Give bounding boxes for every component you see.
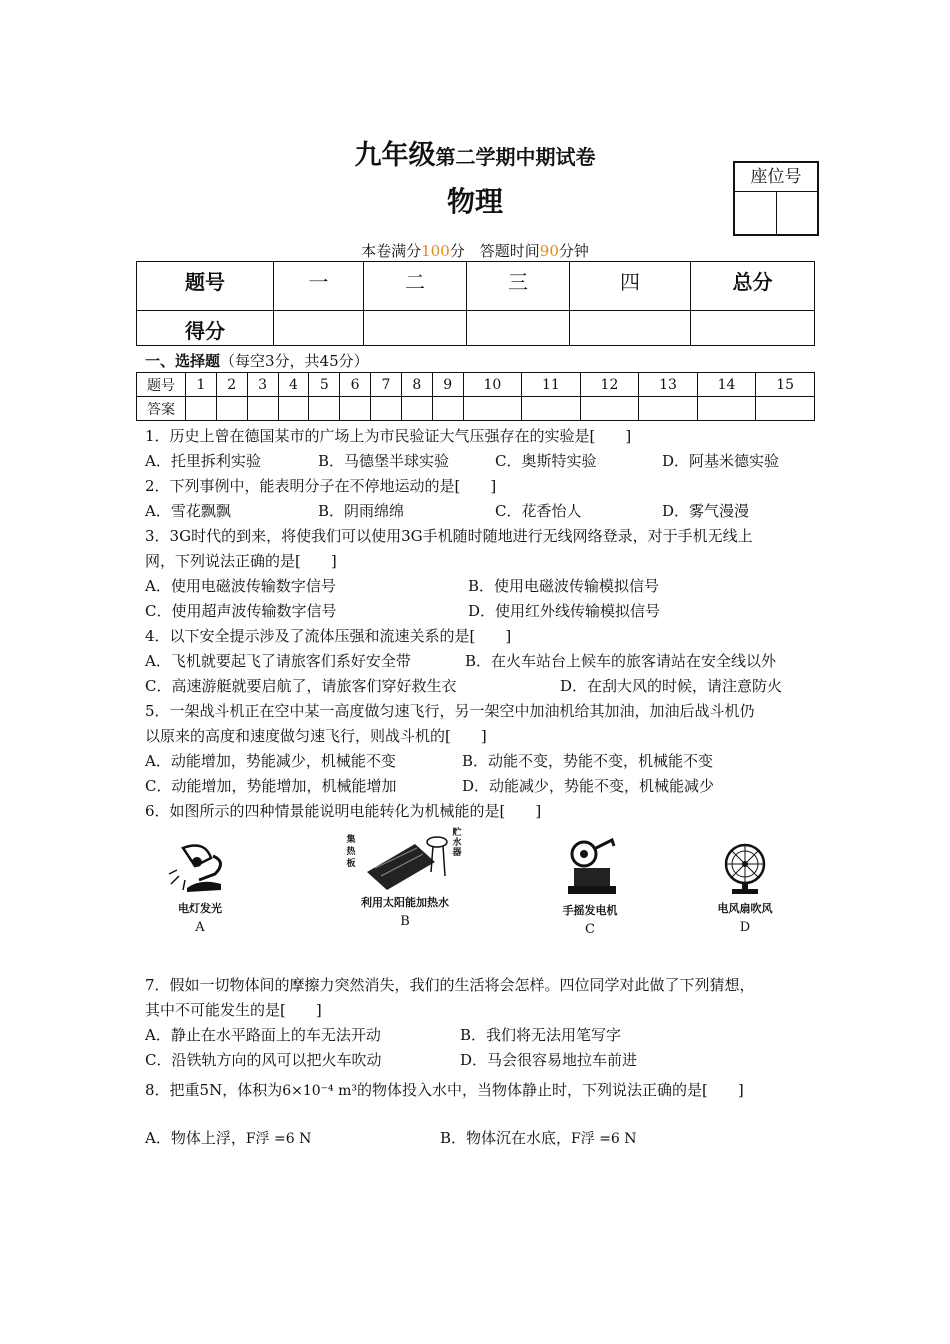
score-cell[interactable] bbox=[467, 311, 570, 346]
q5-option-d: D．动能减少，势能不变，机械能减少 bbox=[462, 777, 715, 795]
seat-cell-1[interactable] bbox=[735, 192, 777, 235]
title-rest: 第二学期中期试卷 bbox=[435, 145, 596, 169]
q7-option-c: C．沿铁轨方向的风可以把火车吹动 bbox=[145, 1051, 382, 1069]
answer-table: 题号 1 2 3 4 5 6 7 8 9 10 11 12 13 14 15 答案 bbox=[136, 372, 815, 421]
solar-water-heater-icon bbox=[355, 832, 455, 892]
question-6: 6．如图所示的四种情景能说明电能转化为机械能的是[ ] bbox=[145, 802, 542, 820]
figure-b-letter: B bbox=[400, 914, 410, 929]
lamp-icon bbox=[165, 840, 235, 896]
exam-info: 本卷满分100分 答题时间90分钟 bbox=[361, 242, 589, 260]
answer-cell[interactable] bbox=[522, 397, 581, 421]
q3-option-d: D．使用红外线传输模拟信号 bbox=[468, 602, 661, 620]
q7-option-d: D．马会很容易地拉车前进 bbox=[460, 1051, 638, 1069]
answer-cell[interactable] bbox=[340, 397, 371, 421]
answer-cell[interactable] bbox=[186, 397, 217, 421]
q4-option-b: B．在火车站台上候车的旅客请站在安全线以外 bbox=[465, 652, 777, 670]
question-3-line-1: 3．3G时代的到来，将使我们可以使用3G手机随时随地进行无线网络登录，对于手机无线上 bbox=[145, 527, 753, 545]
answer-cell[interactable] bbox=[697, 397, 756, 421]
answer-cell[interactable] bbox=[639, 397, 698, 421]
figure-d-letter: D bbox=[739, 920, 751, 935]
q3-option-b: B．使用电磁波传输模拟信号 bbox=[468, 577, 660, 595]
figure-a bbox=[160, 840, 240, 935]
answer-cell[interactable] bbox=[756, 397, 815, 421]
time-limit: 90 bbox=[539, 242, 559, 260]
q1-option-d: D．阿基米德实验 bbox=[662, 452, 780, 470]
title-grade: 九年级 bbox=[354, 140, 436, 171]
figure-c-caption: 手摇发电机 bbox=[562, 904, 618, 917]
figure-d bbox=[700, 842, 790, 935]
answer-cell[interactable] bbox=[216, 397, 247, 421]
answer-cell[interactable] bbox=[432, 397, 463, 421]
figure-b-label-2: 贮水器 bbox=[452, 828, 462, 858]
figure-b-caption: 利用太阳能加热水 bbox=[361, 896, 449, 909]
question-4: 4．以下安全提示涉及了流体压强和流速关系的是[ ] bbox=[145, 627, 512, 645]
q1-option-c: C．奥斯特实验 bbox=[495, 452, 597, 470]
answer-cell[interactable] bbox=[247, 397, 278, 421]
score-cell[interactable] bbox=[364, 311, 467, 346]
question-7-line-2: 其中不可能发生的是[ ] bbox=[145, 1001, 322, 1019]
electric-fan-icon bbox=[720, 842, 770, 896]
buoyancy-formula-b: F浮 =6 N bbox=[571, 1131, 637, 1147]
answer-cell[interactable] bbox=[278, 397, 309, 421]
q7-option-a: A．静止在水平路面上的车无法开动 bbox=[145, 1026, 381, 1044]
q2-option-b: B．阴雨绵绵 bbox=[318, 502, 405, 520]
seat-cell-2[interactable] bbox=[777, 192, 818, 235]
q5-option-a: A．动能增加，势能减少，机械能不变 bbox=[145, 752, 396, 770]
seat-number-box bbox=[733, 161, 819, 236]
q5-option-b: B．动能不变，势能不变，机械能不变 bbox=[462, 752, 714, 770]
question-8: 8．把重5N，体积为6×10⁻⁴ m³的物体投入水中，当物体静止时，下列说法正确的是[ ] bbox=[145, 1081, 744, 1099]
section-title: 一、选择题（每空3分，共45分） bbox=[145, 352, 369, 370]
answer-cell[interactable] bbox=[371, 397, 402, 421]
q4-option-d: D．在刮大风的时候，请注意防火 bbox=[560, 677, 783, 695]
q2-option-d: D．雾气漫漫 bbox=[662, 502, 750, 520]
figure-a-letter: A bbox=[195, 920, 205, 935]
figure-c-letter: C bbox=[585, 922, 595, 937]
question-3-line-2: 网，下列说法正确的是[ ] bbox=[145, 552, 337, 570]
q2-option-c: C．花香怡人 bbox=[495, 502, 582, 520]
figure-b-label-1: 集热板 bbox=[346, 835, 356, 869]
figure-d-caption: 电风扇吹风 bbox=[717, 902, 773, 915]
figure-a-caption: 电灯发光 bbox=[178, 902, 222, 915]
question-5-line-1: 5．一架战斗机正在空中某一高度做匀速飞行，另一架空中加油机给其加油，加油后战斗机仍 bbox=[145, 702, 755, 720]
hand-crank-generator-icon bbox=[560, 834, 620, 898]
question-1: 1．历史上曾在德国某市的广场上为市民验证大气压强存在的实验是[ ] bbox=[145, 427, 632, 445]
answer-cell[interactable] bbox=[401, 397, 432, 421]
q4-option-a: A．飞机就要起飞了请旅客们系好安全带 bbox=[145, 652, 411, 670]
answer-cell[interactable] bbox=[580, 397, 639, 421]
figure-b bbox=[335, 828, 475, 929]
q1-option-a: A．托里拆利实验 bbox=[145, 452, 261, 470]
q7-option-b: B．我们将无法用笔写字 bbox=[460, 1026, 622, 1044]
q2-option-a: A．雪花飘飘 bbox=[145, 502, 231, 520]
score-cell[interactable] bbox=[274, 311, 364, 346]
q8-option-b: B．物体沉在水底，F浮 =6 N bbox=[440, 1129, 637, 1147]
answer-cell[interactable] bbox=[309, 397, 340, 421]
buoyancy-formula-a: F浮 =6 N bbox=[245, 1131, 312, 1147]
q4-option-c: C．高速游艇就要启航了，请旅客们穿好救生衣 bbox=[145, 677, 457, 695]
q3-option-a: A．使用电磁波传输数字信号 bbox=[145, 577, 336, 595]
q3-option-c: C．使用超声波传输数字信号 bbox=[145, 602, 337, 620]
full-score: 100 bbox=[421, 242, 450, 260]
question-7-line-1: 7．假如一切物体间的摩擦力突然消失，我们的生活将会怎样。四位同学对此做了下列猜想， bbox=[145, 976, 755, 994]
seat-number-label: 座位号 bbox=[735, 163, 817, 192]
figure-c bbox=[545, 834, 635, 937]
q8-option-a: A．物体上浮，F浮 =6 N bbox=[145, 1129, 312, 1147]
question-2: 2．下列事例中，能表明分子在不停地运动的是[ ] bbox=[145, 477, 497, 495]
q1-option-b: B．马德堡半球实验 bbox=[318, 452, 450, 470]
score-cell[interactable] bbox=[570, 311, 691, 346]
score-table: 题号 一 二 三 四 总分 得分 bbox=[136, 261, 815, 346]
q5-option-c: C．动能增加，势能增加，机械能增加 bbox=[145, 777, 397, 795]
score-cell[interactable] bbox=[691, 311, 815, 346]
answer-cell[interactable] bbox=[463, 397, 522, 421]
volume-formula: 6×10⁻⁴ m³ bbox=[282, 1083, 358, 1099]
score-row-label: 得分 bbox=[137, 311, 274, 346]
question-5-line-2: 以原来的高度和速度做匀速飞行，则战斗机的[ ] bbox=[145, 727, 487, 745]
subject-title: 物理 bbox=[446, 185, 503, 218]
score-header-label: 题号 bbox=[137, 262, 274, 311]
